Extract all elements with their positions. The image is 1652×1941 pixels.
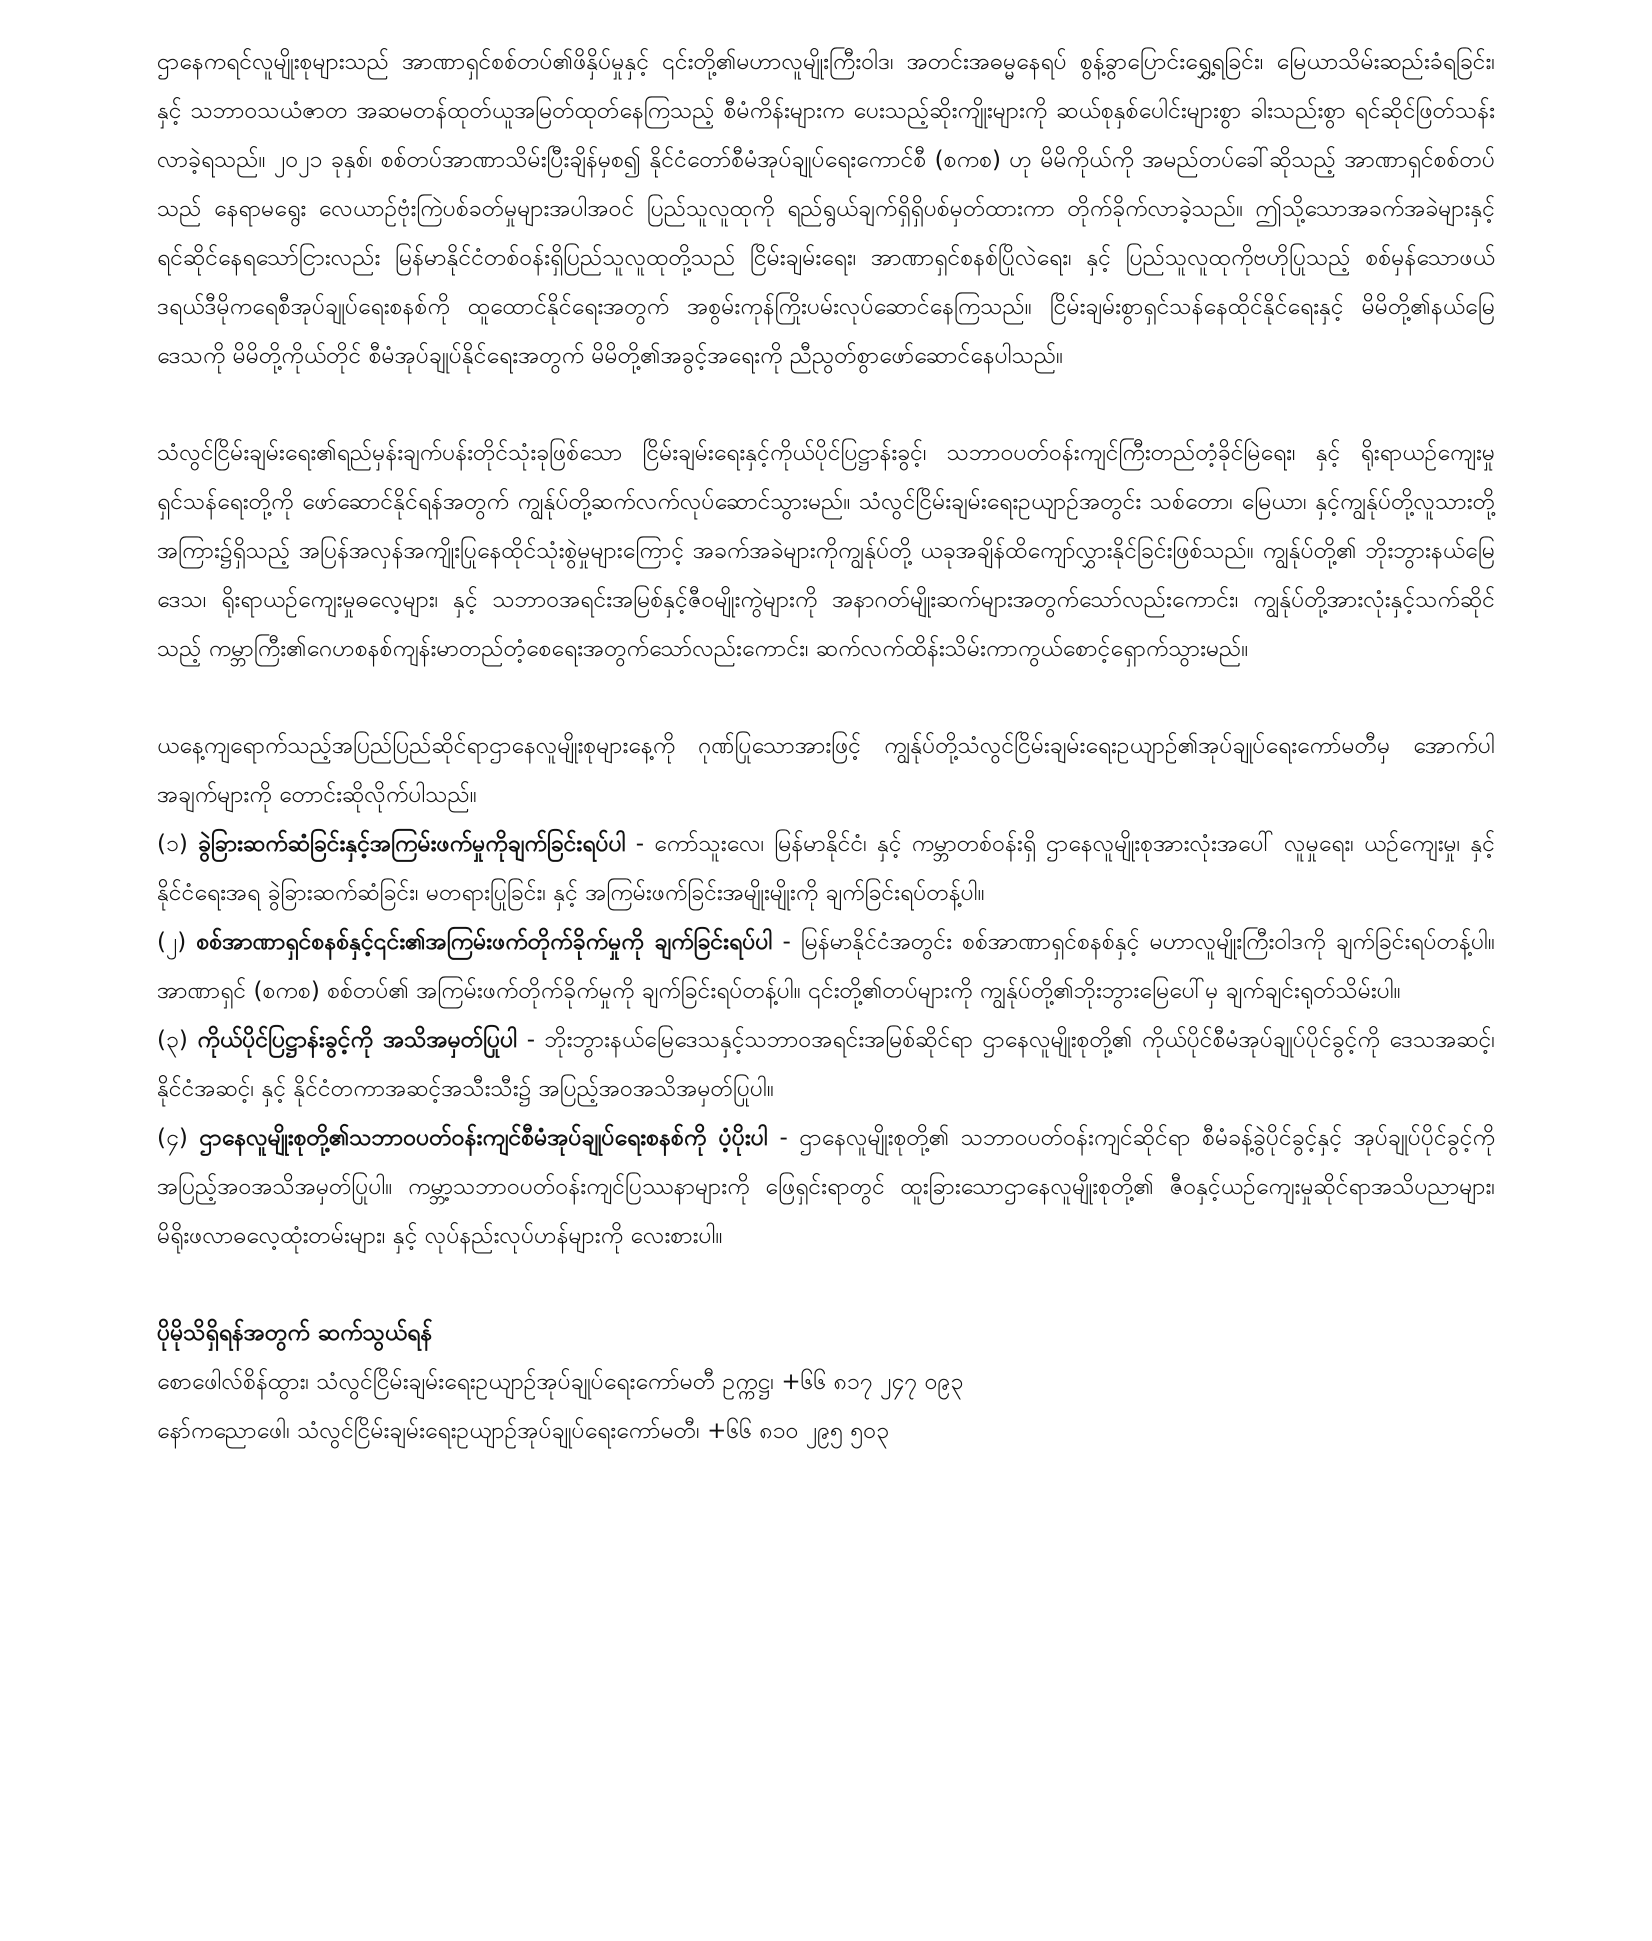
contact-heading: ပိုမိုသိရှိရန်အတွက် ဆက်သွယ်ရန် (157, 1320, 433, 1346)
paragraph-spacer (157, 1261, 1495, 1309)
demand-number: (၄) (157, 1125, 188, 1151)
demand-title: ကိုယ်ပိုင်ပြဋ္ဌာန်းခွင့်ကို အသိအမှတ်ပြုပါ (197, 1027, 518, 1053)
contact-line-member: နော်ကညောဖေါ၊ သံလွင်ငြိမ်းချမ်းရေးဥယျာဉ်အုပ်ချုပ်ရေးကော်မတီ၊ +၆၆ ၈၁၀ ၂၉၅ ၅၀၃ (157, 1418, 890, 1444)
demand-item-3 (157, 1016, 1495, 1114)
demand-item-4 (157, 1114, 1495, 1261)
demand-text: - မြန်မာနိုင်ငံအတွင်း စစ်အာဏာရှင်စနစ်နှင့် မဟာလူမျိုးကြီးဝါဒကို ချက်ခြင်းရပ်တန့်ပါ။ အာဏာရှင် (စကစ) စစ်တပ်၏ အကြမ်းဖက်တိုက်ခိုက်မှုကို ချက်ခြင်းရပ်တန့်ပါ။ ၎င်းတို့၏တပ်များကို ကျွန်ုပ်တို့၏ဘိုးဘွားမြေပေါ်မှ ချက်ချင်းရုတ်သိမ်းပါ။ (157, 929, 1495, 1004)
paragraph-spacer (157, 674, 1495, 722)
contact-line-chair: စောဖေါလ်စိန်ထွား၊ သံလွင်ငြိမ်းချမ်းရေးဥယျာဉ်အုပ်ချုပ်ရေးကော်မတီ ဥက္ကဋ္ဌ၊ +၆၆ ၈၁၇ ၂၄၇ ၀၉၃ (157, 1369, 964, 1395)
demand-number: (၁) (157, 831, 188, 857)
demands-list (157, 820, 1495, 1261)
press-statement (157, 38, 1495, 1456)
demand-text: - ဘိုးဘွားနယ်မြေဒေသနှင့်သဘာဝအရင်းအမြစ်ဆိုင်ရာ ဌာနေလူမျိုးစုတို့၏ ကိုယ်ပိုင်စီမံအုပ်ချုပ်ပိုင်ခွင့်ကို ဒေသအဆင့်၊ နိုင်ငံအဆင့်၊ နှင့် နိုင်ငံတကာအဆင့်အသီးသီး၌ အပြည့်အဝအသိအမှတ်ပြုပါ။ (157, 1027, 1496, 1102)
demand-title: စစ်အာဏာရှင်စနစ်နှင့်၎င်း၏အကြမ်းဖက်တိုက်ခိုက်မှုကို ချက်ခြင်းရပ်ပါ (196, 929, 773, 955)
demand-number: (၃) (157, 1027, 188, 1053)
intro-paragraph: ဌာနေကရင်လူမျိုးစုများသည် အာဏာရှင်စစ်တပ်၏ဖိနှိပ်မှုနှင့် ၎င်းတို့၏မဟာလူမျိုးကြီးဝါဒ၊ အတင်းအဓမ္မနေရပ် စွန့်ခွာပြောင်းရွှေ့ရခြင်း၊ မြေယာသိမ်းဆည်းခံရခြင်း၊ နှင့် သဘာဝသယံဇာတ အဆမတန်ထုတ်ယူအမြတ်ထုတ်နေကြသည့် စီမံကိန်းများက ပေးသည့်ဆိုးကျိုးများကို ဆယ်စုနှစ်ပေါင်းများစွာ ခါးသည်းစွာ ရင်ဆိုင်ဖြတ်သန်းလာခဲ့ရသည်။ ၂၀၂၁ ခုနှစ်၊ စစ်တပ်အာဏာသိမ်းပြီးချိန်မှစ၍ နိုင်ငံတော်စီမံအုပ်ချုပ်ရေးကောင်စီ (စကစ) ဟု မိမိကိုယ်ကို အမည်တပ်ခေါ်ဆိုသည့် အာဏာရှင်စစ်တပ်သည် နေရာမရွေး လေယာဉ်ဗုံးကြဲပစ်ခတ်မှုများအပါအဝင် ပြည်သူလူထုကို ရည်ရွယ်ချက်ရှိရှိပစ်မှတ်ထားကာ တိုက်ခိုက်လာခဲ့သည်။ ဤသို့သောအခက်အခဲများနှင့်ရင်ဆိုင်နေရသော်ငြားလည်း မြန်မာနိုင်ငံတစ်ဝန်းရှိပြည်သူလူထုတို့သည် ငြိမ်းချမ်းရေး၊ အာဏာရှင်စနစ်ပြိုလဲရေး၊ နှင့် ပြည်သူလူထုကိုဗဟိုပြုသည့် စစ်မှန်သောဖယ်ဒရယ်ဒီမိုကရေစီအုပ်ချုပ်ရေးစနစ်ကို ထူထောင်နိုင်ရေးအတွက် အစွမ်းကုန်ကြိုးပမ်းလုပ်ဆောင်နေကြသည်။ ငြိမ်းချမ်းစွာရှင်သန်နေထိုင်နိုင်ရေးနှင့် မိမိတို့၏နယ်မြေဒေသကို မိမိတို့ကိုယ်တိုင် စီမံအုပ်ချုပ်နိုင်ရေးအတွက် မိမိတို့၏အခွင့်အရေးကို ညီညွတ်စွာဖော်ဆောင်နေပါသည်။ (157, 49, 1495, 369)
demand-text: - ကော်သူးလေ၊ မြန်မာနိုင်ငံ၊ နှင့် ကမ္ဘာတစ်ဝန်းရှိ ဌာနေလူမျိုးစုအားလုံးအပေါ် လူမှုရေး၊ ယဉ်ကျေးမှု၊ နှင့် နိုင်ငံရေးအရ ခွဲခြားဆက်ဆံခြင်း၊ မတရားပြုခြင်း၊ နှင့် အကြမ်းဖက်ခြင်းအမျိုးမျိုးကို ချက်ခြင်းရပ်တန့်ပါ။ (157, 831, 1496, 906)
demand-item-1 (157, 820, 1495, 918)
demand-title: ဌာနေလူမျိုးစုတို့၏သဘာဝပတ်ဝန်းကျင်စီမံအုပ်ချုပ်ရေးစနစ်ကို ပံ့ပိုးပါ (199, 1125, 768, 1151)
demand-item-2 (157, 918, 1495, 1016)
demand-title: ခွဲခြားဆက်ဆံခြင်းနှင့်အကြမ်းဖက်မှုကိုချက်ခြင်းရပ်ပါ (197, 831, 626, 857)
demand-text: - ဌာနေလူမျိုးစုတို့၏ သဘာဝပတ်ဝန်းကျင်ဆိုင်ရာ စီမံခန့်ခွဲပိုင်ခွင့်နှင့် အုပ်ချုပ်ပိုင်ခွင့်ကို အပြည့်အဝအသိအမှတ်ပြုပါ။ ကမ္ဘာ့သဘာဝပတ်ဝန်းကျင်ပြဿနာများကို ဖြေရှင်းရာတွင် ထူးခြားသောဌာနေလူမျိုးစုတို့၏ ဇီဝနှင့်ယဉ်ကျေးမှုဆိုင်ရာအသိပညာများ၊ မိရိုးဖလာဓလေ့ထုံးတမ်းများ၊ နှင့် လုပ်နည်းလုပ်ဟန်များကို လေးစားပါ။ (157, 1125, 1495, 1249)
paragraph-spacer (157, 381, 1495, 429)
demands-intro-paragraph: ယနေ့ကျရောက်သည့်အပြည်ပြည်ဆိုင်ရာဌာနေလူမျိုးစုများနေ့ကို ဂုဏ်ပြုသောအားဖြင့် ကျွန်ုပ်တို့သံလွင်ငြိမ်းချမ်းရေးဥယျာဉ်၏အုပ်ချုပ်ရေးကော်မတီမှ အောက်ပါအချက်များကို တောင်းဆိုလိုက်ပါသည်။ (157, 733, 1495, 808)
contact-section (157, 1309, 1495, 1456)
demand-number: (၂) (157, 929, 187, 955)
goals-paragraph: သံလွင်ငြိမ်းချမ်းရေး၏ရည်မှန်းချက်ပန်းတိုင်သုံးခုဖြစ်သော ငြိမ်းချမ်းရေးနှင့်ကိုယ်ပိုင်ပြဋ္ဌာန်းခွင့်၊ သဘာဝပတ်ဝန်းကျင်ကြီးတည်တံ့ခိုင်မြဲရေး၊ နှင့် ရိုးရာယဉ်ကျေးမှုရှင်သန်ရေးတို့ကို ဖော်ဆောင်နိုင်ရန်အတွက် ကျွန်ုပ်တို့ဆက်လက်လုပ်ဆောင်သွားမည်။ သံလွင်ငြိမ်းချမ်းရေးဥယျာဉ်အတွင်း သစ်တော၊ မြေယာ၊ နှင့်ကျွန်ုပ်တို့လူသားတို့အကြား၌ရှိသည့် အပြန်အလှန်အကျိုးပြုနေထိုင်သုံးစွဲမှုများကြောင့် အခက်အခဲများကိုကျွန်ုပ်တို့ ယခုအချိန်ထိကျော်လွှားနိုင်ခြင်းဖြစ်သည်။ ကျွန်ုပ်တို့၏ ဘိုးဘွားနယ်မြေဒေသ၊ ရိုးရာယဉ်ကျေးမှုဓလေ့များ၊ နှင့် သဘာဝအရင်းအမြစ်နှင့်ဇီဝမျိုးကွဲများကို အနာဂတ်မျိုးဆက်များအတွက်သော်လည်းကောင်း၊ ကျွန်ုပ်တို့အားလုံးနှင့်သက်ဆိုင်သည့် ကမ္ဘာကြီး၏ဂေဟစနစ်ကျန်းမာတည်တံ့စေရေးအတွက်သော်လည်းကောင်း၊ ဆက်လက်ထိန်းသိမ်းကာကွယ်စောင့်ရှောက်သွားမည်။ (157, 440, 1495, 662)
